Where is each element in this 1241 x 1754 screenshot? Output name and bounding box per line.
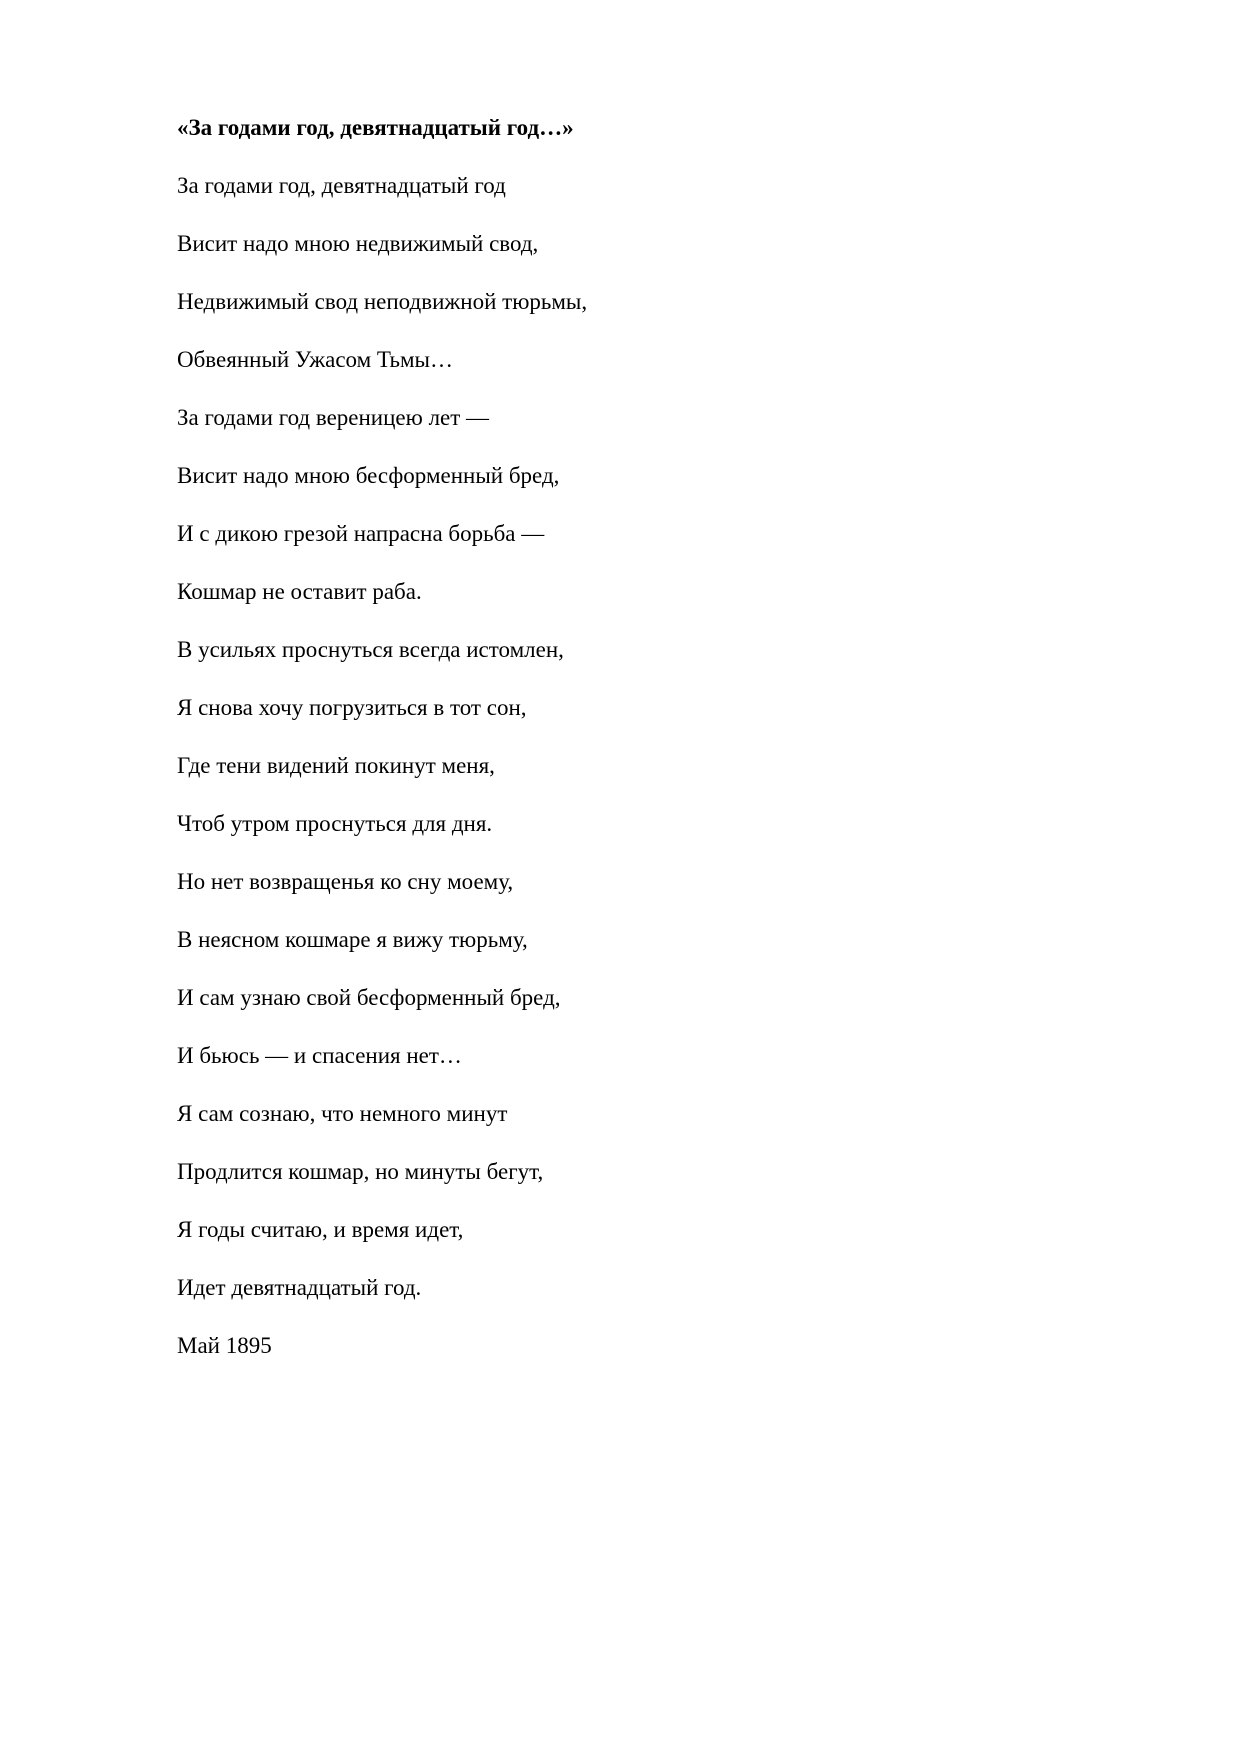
poem-line: Кошмар не оставит раба. bbox=[177, 579, 422, 604]
poem-line: Висит надо мною бесформенный бред, bbox=[177, 463, 560, 488]
poem-title: «За годами год, девятнадцатый год…» bbox=[177, 115, 574, 140]
poem-line: И с дикою грезой напрасна борьба — bbox=[177, 521, 545, 546]
poem-line: За годами год вереницею лет — bbox=[177, 405, 490, 430]
poem-line: В неясном кошмаре я вижу тюрьму, bbox=[177, 927, 528, 952]
poem-line: Я сам сознаю, что немного минут bbox=[177, 1101, 508, 1126]
poem-line: Недвижимый свод неподвижной тюрьмы, bbox=[177, 289, 588, 314]
poem-line: Я годы считаю, и время идет, bbox=[177, 1217, 464, 1242]
poem-line: И сам узнаю свой бесформенный бред, bbox=[177, 985, 561, 1010]
poem-line: В усильях проснуться всегда истомлен, bbox=[177, 637, 564, 662]
poem-line: За годами год, девятнадцатый год bbox=[177, 173, 506, 198]
poem-line: Продлится кошмар, но минуты бегут, bbox=[177, 1159, 544, 1184]
poem-line: Обвеянный Ужасом Тьмы… bbox=[177, 347, 453, 372]
poem-line: Идет девятнадцатый год. bbox=[177, 1275, 422, 1300]
poem-line: Но нет возвращенья ко сну моему, bbox=[177, 869, 514, 894]
poem-line: Чтоб утром проснуться для дня. bbox=[177, 811, 493, 836]
poem-line: Висит надо мною недвижимый свод, bbox=[177, 231, 539, 256]
poem-line: Я снова хочу погрузиться в тот сон, bbox=[177, 695, 527, 720]
poem-line: Где тени видений покинут меня, bbox=[177, 753, 495, 778]
poem-body bbox=[177, 113, 1157, 1361]
poem-date: Май 1895 bbox=[177, 1333, 272, 1358]
poem-line: И бьюсь — и спасения нет… bbox=[177, 1043, 462, 1068]
